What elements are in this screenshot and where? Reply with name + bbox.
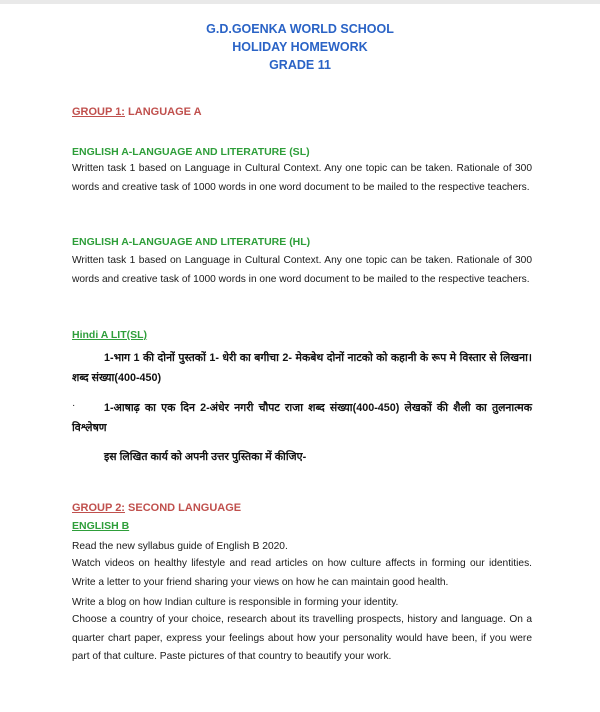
group1-title: LANGUAGE A [124, 106, 202, 118]
english-b-para-2: Choose a country of your choice, research about its travelling prospects, history and language. On a quarter chart paper, express your feelings about how your personality would have been, if you were part of that culture. Paste pictures of that country to beautify your work. [72, 614, 532, 662]
hindi-instruction: इस लिखित कार्य को अपनी उत्तर पुस्तिका में कीजिए- [104, 451, 307, 463]
hindi-item-2: 1-आषाढ़ का एक दिन 2-अंधेर नगरी चौपट राजा शब्द संख्या(400-450) लेखकों की शैली का तुलनात्मक विश्लेषण [72, 402, 532, 434]
english-b-line-1: Read the new syllabus guide of English B 2020. [72, 541, 288, 552]
school-name: G.D.GOENKA WORLD SCHOOL [206, 22, 394, 36]
english-b-line-2: Write a blog on how Indian culture is responsible in forming your identity. [72, 597, 399, 608]
group2-heading [72, 502, 241, 514]
group2-title: SECOND LANGUAGE [124, 502, 242, 514]
hindi-heading: Hindi A LIT(SL) [72, 329, 148, 341]
english-hl-heading: ENGLISH A-LANGUAGE AND LITERATURE (HL) [72, 236, 311, 248]
hindi-item-1: 1-भाग 1 की दोनों पुस्तकों 1- धेरी का बगीचा 2- मेकबेथ दोनों नाटको को कहानी के रूप मे विस्तार से लिखना।शब्द संख्या(400-450) [72, 352, 532, 384]
english-b-para-1: Watch videos on healthy lifestyle and read articles on how culture affects in forming our identities. Write a letter to your friend sharing your views on how he can maintain good health. [72, 558, 532, 588]
hindi-bullet: · [72, 400, 76, 411]
group2-label: GROUP 2: [72, 502, 125, 514]
grade-label: GRADE 11 [269, 58, 331, 72]
english-sl-body: Written task 1 based on Language in Cultural Context. Any one topic can be taken. Rationale of 300 words and creative task of 1000 words in one word document to be mailed to the respective teachers. [72, 163, 532, 193]
group1-heading [72, 106, 202, 118]
group1-label: GROUP 1: [72, 106, 125, 118]
english-sl-heading: ENGLISH A-LANGUAGE AND LITERATURE (SL) [72, 146, 310, 158]
page-top-border [0, 0, 600, 4]
english-hl-body: Written task 1 based on Language in Cultural Context. Any one topic can be taken. Rationale of 300 words and creative task of 1000 words in one word document to be mailed to the respective teachers. [72, 255, 532, 285]
english-b-heading: ENGLISH B [72, 520, 130, 532]
document-title: HOLIDAY HOMEWORK [232, 40, 368, 54]
